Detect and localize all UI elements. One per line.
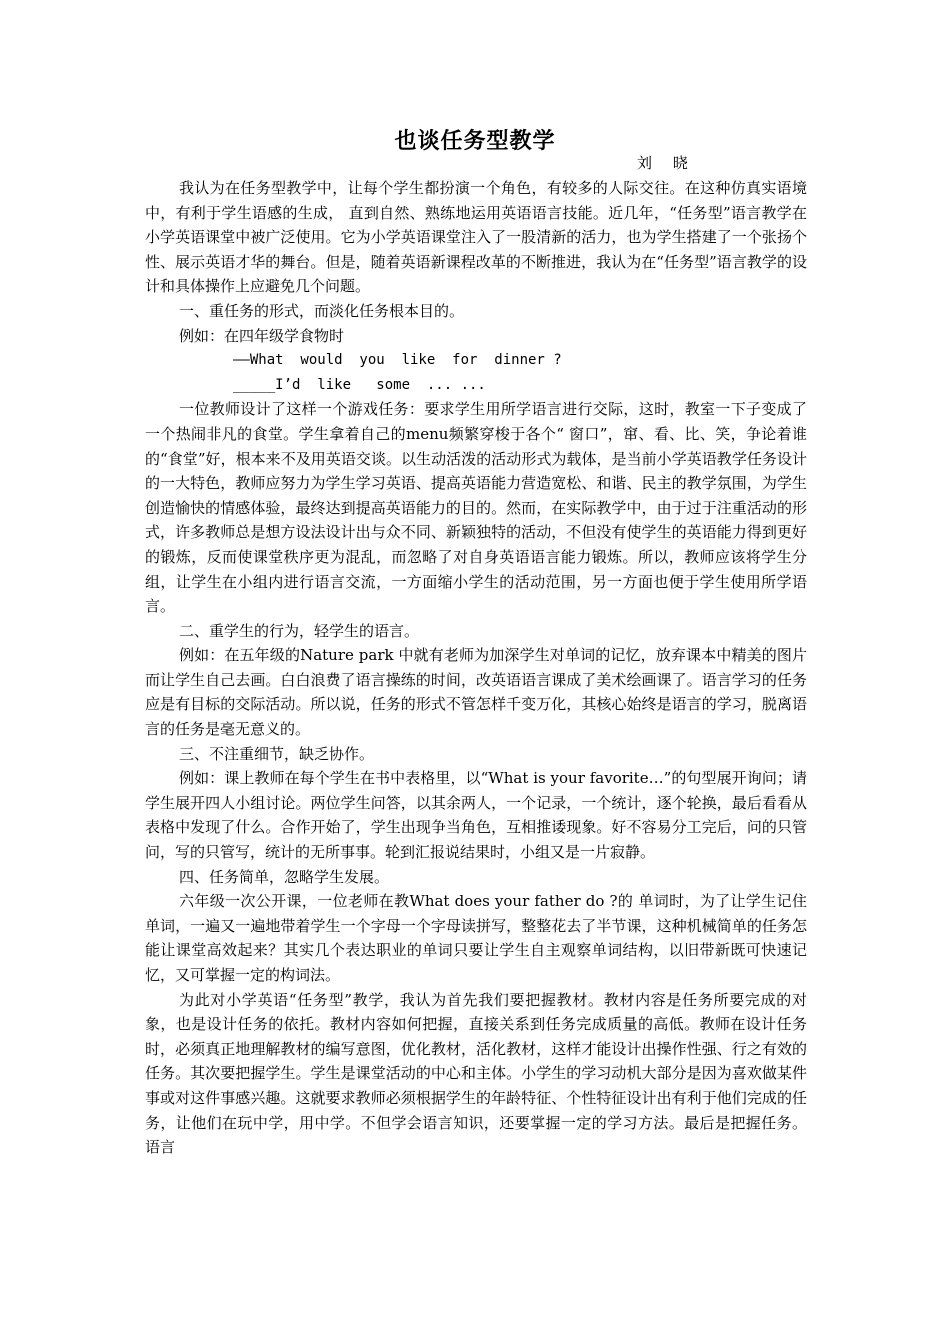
example-line-answer: _____I’d like some ... ... [233,376,486,393]
paragraph-section-4: 六年级一次公开课，一位老师在教What does your father do ?的 单词时，为了让学生记住单词，一遍又一遍地带着学生一个字母一个字母读拼写，整整花去了半节课，这种机械简单的任务怎能让课堂高效起来？其实几个表达职业的单词只要让学生自主观察单词结构，以旧带新既可快速记忆，又可掌握一定的构词法。 [145,892,807,984]
paragraph-section-2: 例如：在五年级的Nature park 中就有老师为加深学生对单词的记忆，放弃课本中精美的图片而让学生自己去画。白白浪费了语言操练的时间，改英语语言课成了美术绘画课了。语言学习的任务应是有目标的交际活动。所以说，任务的形式不管怎样千变万化，其核心始终是语言的学习，脱离语言的任务是毫无意义的。 [145,646,807,739]
section-heading-3: 三、不注重细节，缺乏协作。 [179,744,375,763]
paragraph-section-3: 例如：课上教师在每个学生在书中表格里，以“What is your favorite…”的句型展开询问；请学生展开四人小组讨论。两位学生问答，以其余两人，一个记录，一个统计，逐个轮换，最后看看从表格中发现了什么。合作开始了，学生出现争当角色，互相推诿现象。好不容易分工完后，问的只管问，写的只管写，统计的无所事事。轮到汇报说结果时，小组又是一片寂静。 [145,769,807,862]
section-heading-1: 一、重任务的形式，而淡化任务根本目的。 [179,301,465,320]
section-heading-2: 二、重学生的行为，轻学生的语言。 [179,621,420,640]
paragraph-conclusion: 为此对小学英语“任务型”教学，我认为首先我们要把握教材。教材内容是任务所要完成的对象，也是设计任务的依托。教材内容如何把握，直接关系到任务完成质量的高低。教师在设计任务时，必须真正地理解教材的编写意图，优化教材，活化教材，这样才能设计出操作性强、行之有效的任务。其次要把握学生。学生是课堂活动的中心和主体。小学生的学习动机大部分是因为喜欢做某件事或对这件事感兴趣。这就要求教师必须根据学生的年龄特征、个性特征设计出有利于他们完成的任务，让他们在玩中学，用中学。不但学会语言知识，还要掌握一定的学习方法。最后是把握任务。 语言 [145,990,807,1157]
section-heading-4: 四、任务简单，忽略学生发展。 [179,867,390,886]
paragraph-section-1: 一位教师设计了这样一个游戏任务：要求学生用所学语言进行交际，这时，教室一下子变成了一个热闹非凡的食堂。学生拿着自己的menu频繁穿梭于各个“ 窗口”，窜、看、比、笑，争论着谁的“食堂”好，根本来不及用英语交谈。以生动活泼的活动形式为载体，是当前小学英语教学任务设计的一大特色，教师应努力为学生学习英语、提高英语能力营造宽松、和谐、民主的教学氛围，为学生创造愉快的情感体验，最终达到提高英语能力的目的。然而，在实际教学中，由于过于注重活动的形式，许多教师总是想方设法设计出与众不同、新颖独特的活动，不但没有使学生的英语能力得到更好的锻炼，反而使课堂秩序更为混乱，而忽略了对自身英语语言能力锻炼。所以，教师应该将学生分组，让学生在小组内进行语言交流，一方面缩小学生的活动范围，另一方面也便于学生使用所学语言。 [145,400,807,616]
document-body [145,176,807,1160]
document-title: 也谈任务型教学 [394,129,556,154]
example-line-question: ——What would you like for dinner ? [233,352,562,369]
author-name: 刘 晓 [637,154,696,172]
example-intro-1: 例如：在四年级学食物时 [179,326,345,345]
paragraph-intro: 我认为在任务型教学中，让每个学生都扮演一个角色，有较多的人际交往。在这种仿真实语境中，有利于学生语感的生成， 直到自然、熟练地运用英语语言技能。近几年，“任务型”语言教学在小学英语课堂中被广泛使用。它为小学英语课堂注入了一股清新的活力，也为学生搭建了一个张扬个性、展示英语才华的舞台。但是，随着英语新课程改革的不断推进，我认为在“任务型”语言教学的设计和具体操作上应避免几个问题。 [145,179,807,296]
